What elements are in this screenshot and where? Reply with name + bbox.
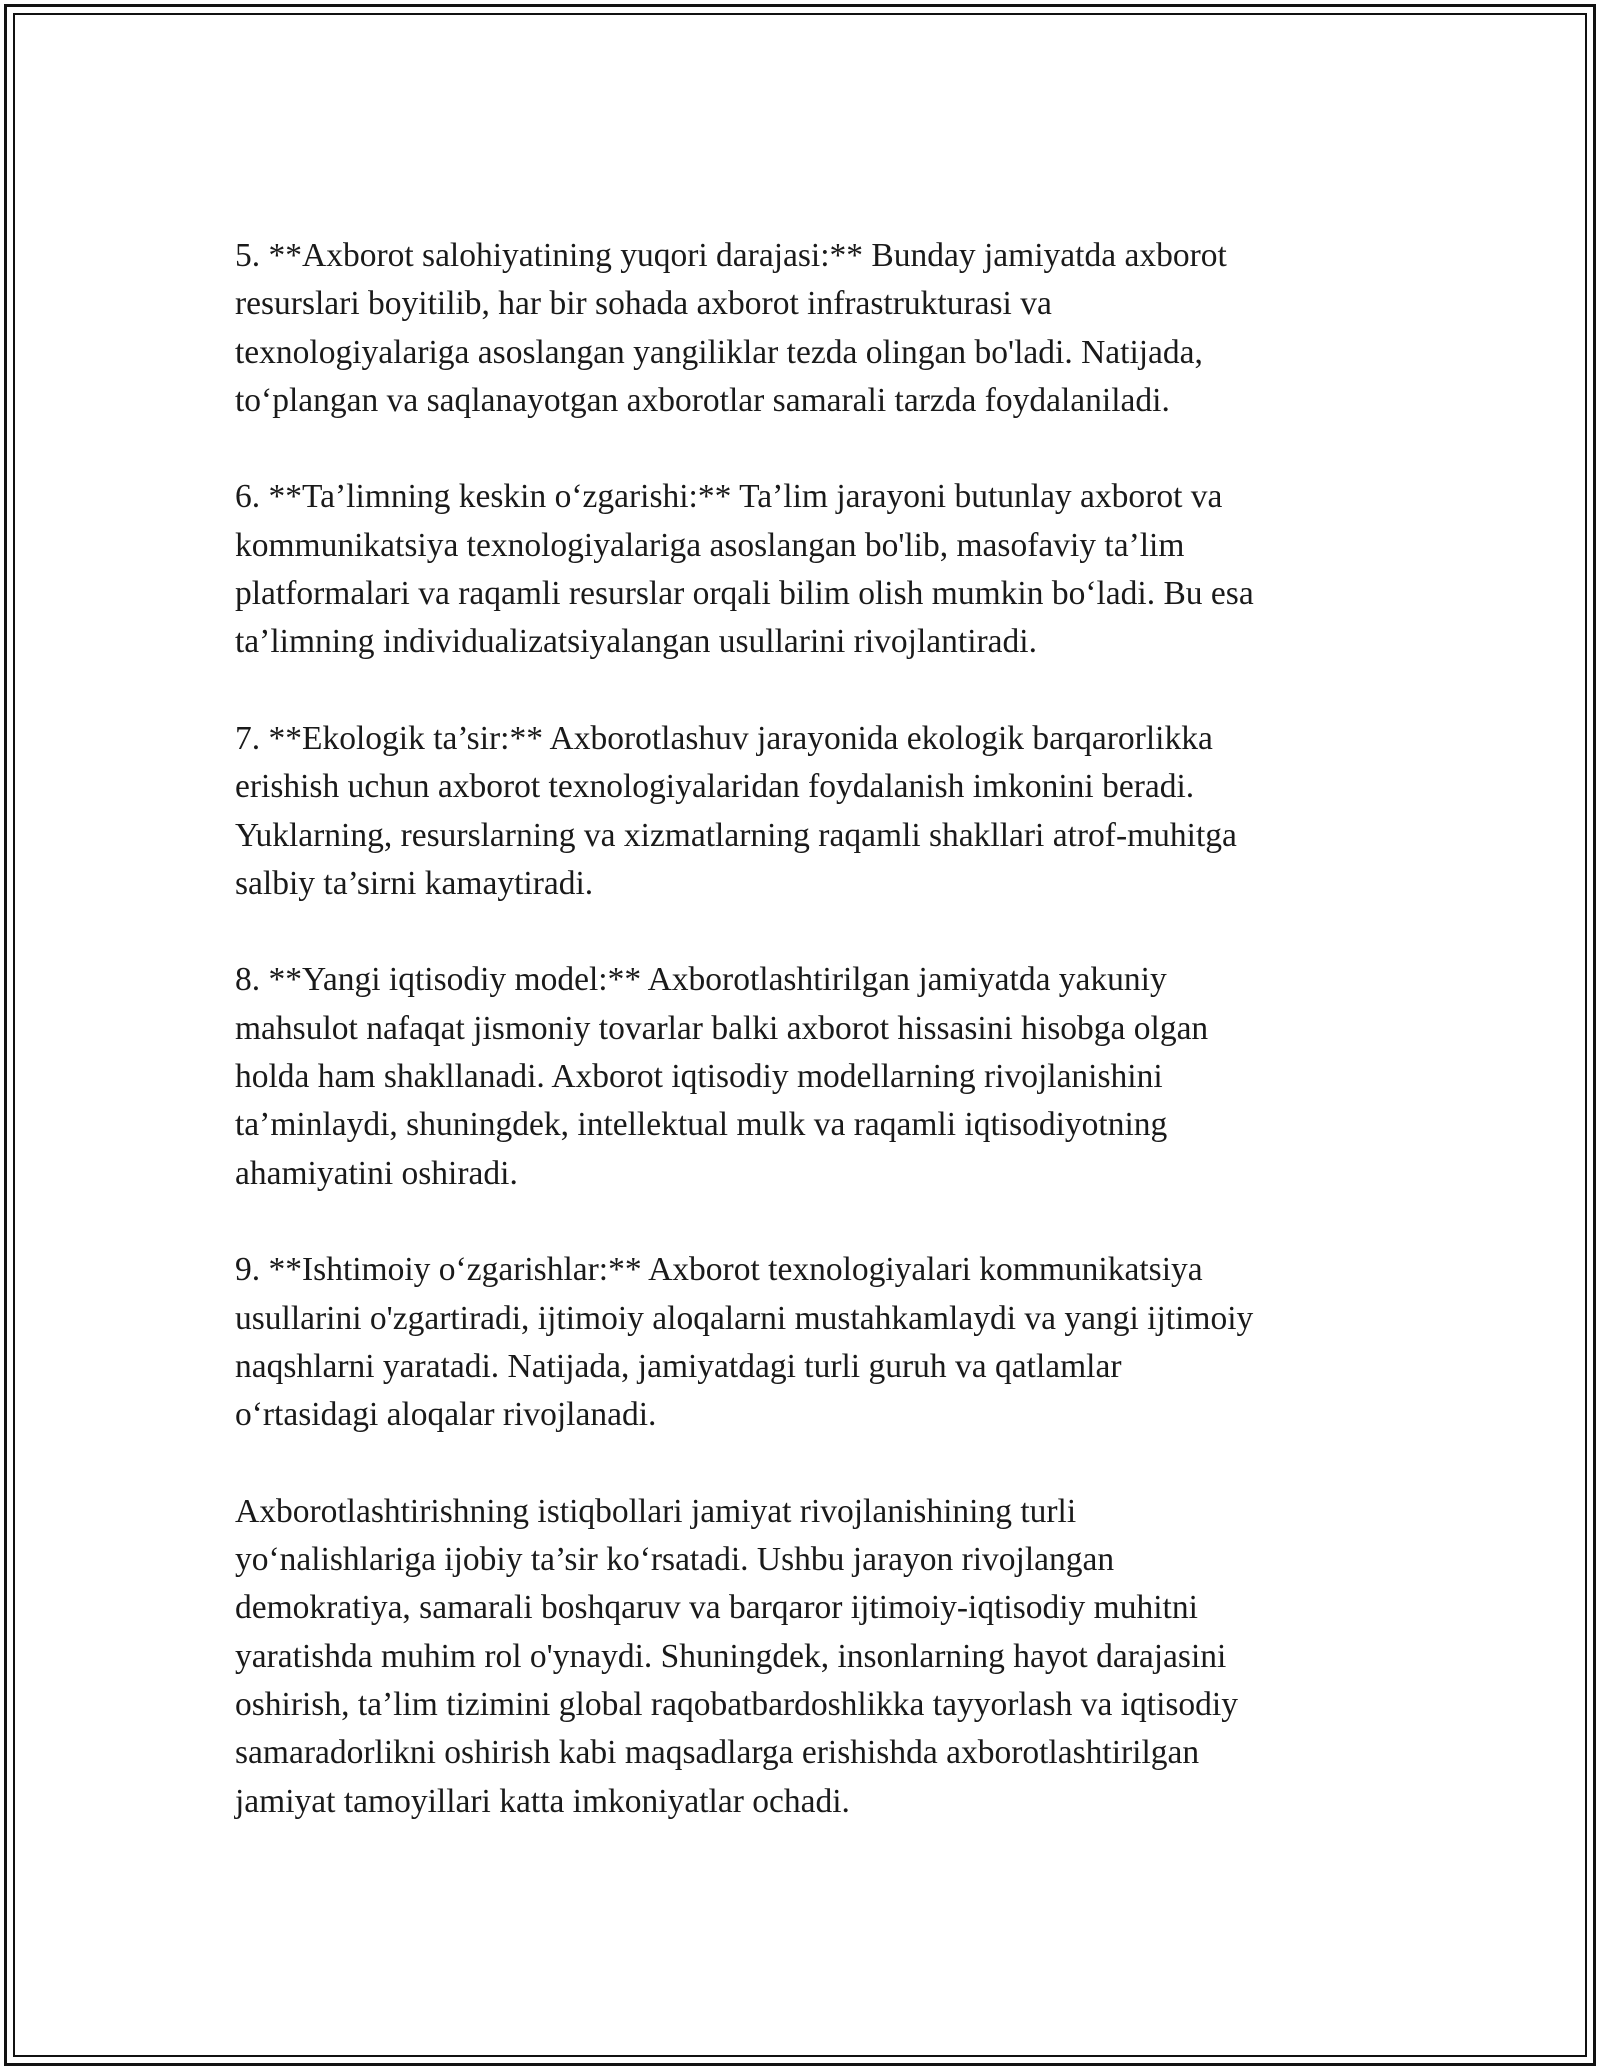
text-line: Axborotlashtirishning istiqbollari jamiyat rivojlanishining turli xyxy=(235,1492,1077,1530)
text-line: ta’minlaydi, shuningdek, intellektual mulk va raqamli iqtisodiyotning xyxy=(235,1106,1168,1144)
text-line: 5. **Axborot salohiyatining yuqori darajasi:** Bunday jamiyatda axborot xyxy=(235,237,1227,274)
text-line: jamiyat tamoyillari katta imkoniyatlar ochadi. xyxy=(235,1782,850,1820)
text-line: naqshlarni yaratadi. Natijada, jamiyatdagi turli guruh va qatlamlar xyxy=(235,1347,1122,1385)
text-line: kommunikatsiya texnologiyalariga asoslangan bo'lib, masofaviy ta’lim xyxy=(235,526,1185,564)
text-line: yaratishda muhim rol o'ynaydi. Shuningdek, insonlarning hayot darajasini xyxy=(235,1637,1227,1675)
text-line: Yuklarning, resurslarning va xizmatlarning raqamli shakllari atrof-muhitga xyxy=(235,816,1237,854)
paragraph-item-7 xyxy=(235,715,1365,908)
text-line: yo‘nalishlariga ijobiy ta’sir ko‘rsatadi. Ushbu jarayon rivojlangan xyxy=(235,1541,1115,1579)
text-line: 6. **Ta’limning keskin o‘zgarishi:** Ta’lim jarayoni butunlay axborot va xyxy=(235,478,1223,516)
paragraph-item-5 xyxy=(235,232,1365,425)
text-line: demokratiya, samarali boshqaruv va barqaror ijtimoiy-iqtisodiy muhitni xyxy=(235,1589,1198,1627)
text-line: o‘rtasidagi aloqalar rivojlanadi. xyxy=(235,1396,657,1434)
text-line: platformalari va raqamli resurslar orqali bilim olish mumkin bo‘ladi. Bu esa xyxy=(235,575,1254,613)
text-line: samaradorlikni oshirish kabi maqsadlarga erishishda axborotlashtirilgan xyxy=(235,1734,1200,1772)
text-line: mahsulot nafaqat jismoniy tovarlar balki axborot hissasini hisobga olgan xyxy=(235,1009,1209,1047)
paragraph-item-6 xyxy=(235,473,1365,666)
text-line: erishish uchun axborot texnologiyalaridan foydalanish imkonini beradi. xyxy=(235,768,1195,806)
text-line: 7. **Ekologik ta’sir:** Axborotlashuv jarayonida ekologik barqarorlikka xyxy=(235,719,1213,757)
paragraph-item-9 xyxy=(235,1246,1365,1439)
document-body xyxy=(235,232,1365,1874)
text-line: 8. **Yangi iqtisodiy model:** Axborotlashtirilgan jamiyatda yakuniy xyxy=(235,961,1167,999)
text-line: usullarini o'zgartiradi, ijtimoiy aloqalarni mustahkamlaydi va yangi ijtimoiy xyxy=(235,1299,1254,1337)
text-line: ahamiyatini oshiradi. xyxy=(235,1154,518,1192)
text-line: 9. **Ishtimoiy o‘zgarishlar:** Axborot texnologiyalari kommunikatsiya xyxy=(235,1251,1203,1289)
paragraph-item-8 xyxy=(235,956,1365,1197)
text-line: oshirish, ta’lim tizimini global raqobatbardoshlikka tayyorlash va iqtisodiy xyxy=(235,1685,1238,1723)
text-line: ta’limning individualizatsiyalangan usullarini rivojlantiradi. xyxy=(235,623,1037,661)
text-line: resurslari boyitilib, har bir sohada axborot infrastrukturasi va xyxy=(235,285,1052,323)
text-line: texnologiyalariga asoslangan yangiliklar tezda olingan bo'ladi. Natijada, xyxy=(235,333,1203,371)
paragraph-conclusion xyxy=(235,1488,1365,1826)
text-line: to‘plangan va saqlanayotgan axborotlar samarali tarzda foydalaniladi. xyxy=(235,381,1170,419)
text-line: holda ham shakllanadi. Axborot iqtisodiy modellarning rivojlanishini xyxy=(235,1058,1163,1096)
text-line: salbiy ta’sirni kamaytiradi. xyxy=(235,864,594,902)
